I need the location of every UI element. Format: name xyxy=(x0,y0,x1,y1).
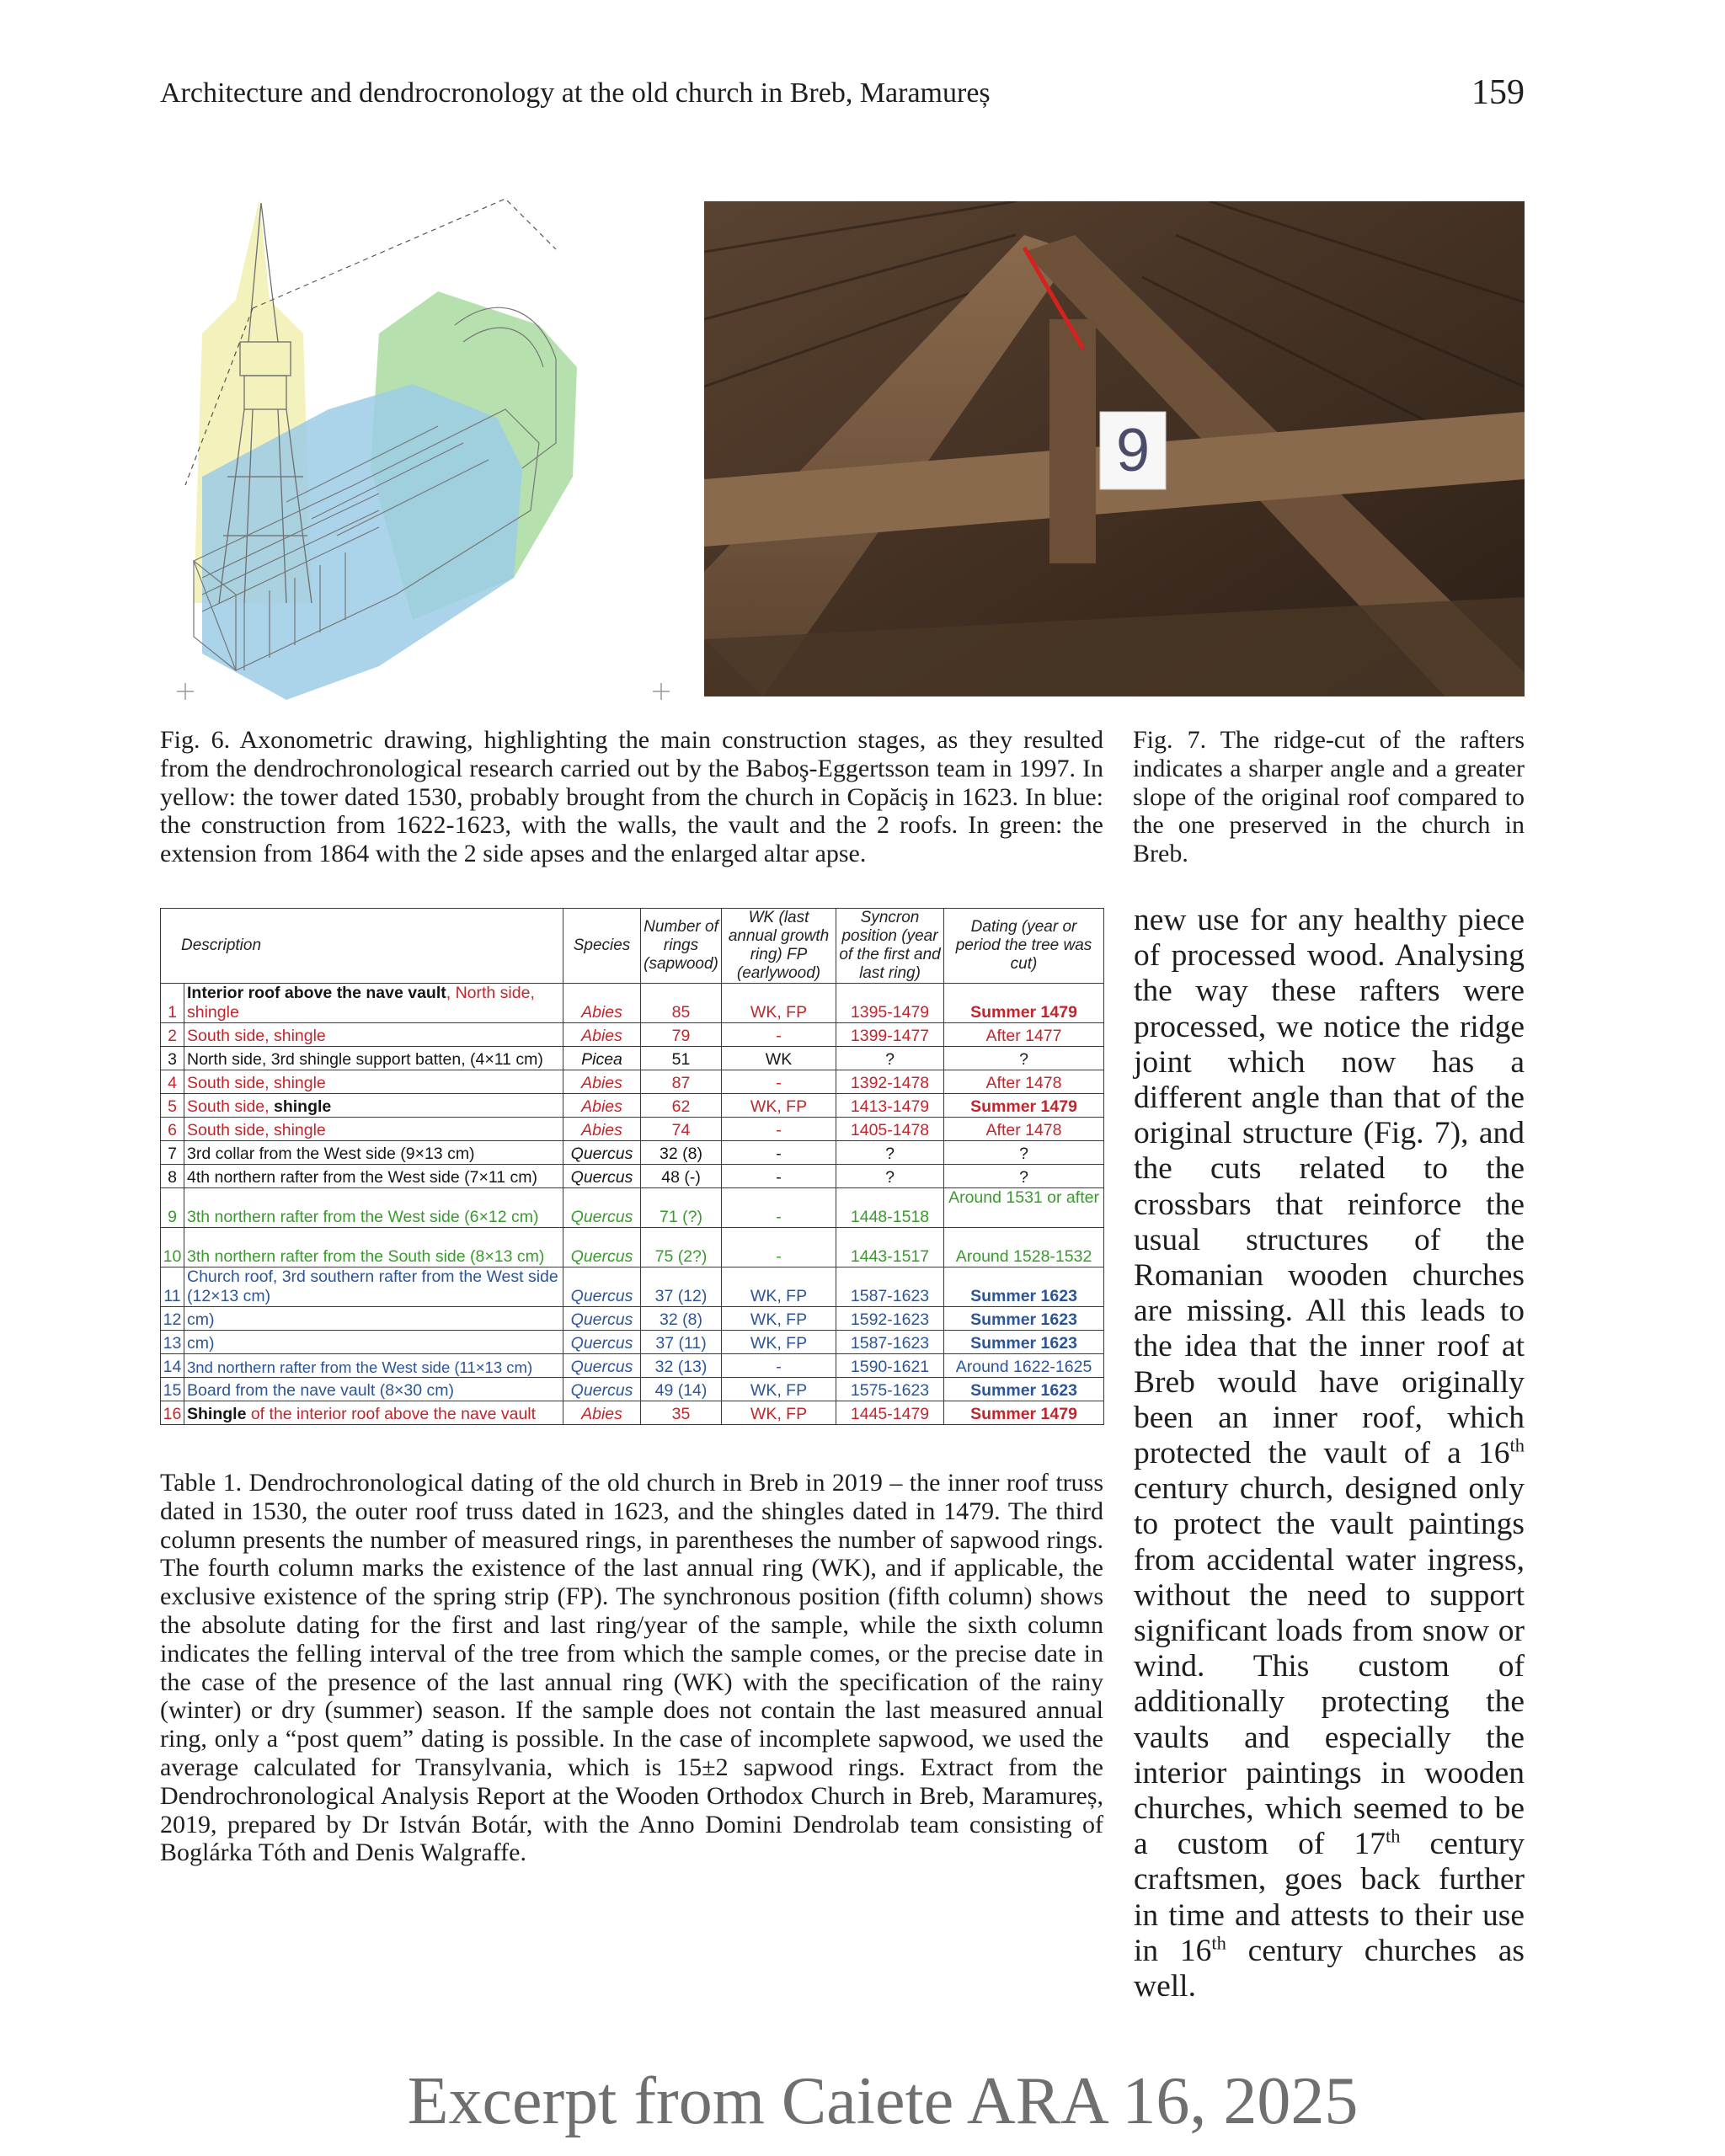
figure-7-caption: Fig. 7. The ridge-cut of the rafters indicates a sharper angle and a greater slope of the original roof compared to the one preserved in the church in Breb. xyxy=(1133,726,1525,868)
figure-7-rafter-photo xyxy=(704,201,1525,696)
king-post xyxy=(1049,319,1096,563)
table-row: 4 South side, shingle Abies 87 - 1392-1478 After 1478 xyxy=(161,1070,1104,1094)
rafter-photo-svg xyxy=(704,201,1525,696)
table-row: 13 cm) Quercus 37 (11) WK, FP 1587-1623 Summer 1623 xyxy=(161,1331,1104,1354)
figure-6-caption: Fig. 6. Axonometric drawing, highlighting the main construction stages, as they resulted from the dendrochronological research carried out by the Baboş-Eggertsson team in 1997. In yellow: the tower dated 1530, probably brought from the church in Copăciş in 1623. In blue: the construction from 1622-1623, with the walls, the vault and the 2 roofs. In green: the extension from 1864 with the 2 side apses and the enlarged altar apse. xyxy=(160,726,1103,868)
col-header-syncron: Syncron position (year of the first and last ring) xyxy=(836,909,944,984)
table-row: 1 Interior roof above the nave vault, North side, shingle Abies 85 WK, FP 1395-1479 Summer 1479 xyxy=(161,984,1104,1023)
table-row: 16 Shingle of the interior roof above the nave vault Abies 35 WK, FP 1445-1479 Summer 1479 xyxy=(161,1401,1104,1425)
axonometric-drawing-svg xyxy=(160,199,682,704)
page-number: 159 xyxy=(1471,73,1525,112)
figure-6-axonometric-drawing xyxy=(160,199,682,704)
table-row: 2 South side, shingle Abies 79 - 1399-1477 After 1477 xyxy=(161,1023,1104,1047)
body-paragraph-part: new use for any healthy piece of processed wood. Analysing the way these rafters were processed, we notice the ridge joint which now has a different angle than that of the original structure (Fig. 7), and the cuts related to the crossbars that reinforce the usual structures of the Romanian wooden churches are missing. All this leads to the idea that the inner roof at Breb would have originally been an inner roof, which protected the vault of a xyxy=(1134,903,1525,1471)
col-header-wk: WK (last annual growth ring) FP (earlywood) xyxy=(722,909,836,984)
table-row: 3 North side, 3rd shingle support batten, (4×11 cm) Picea 51 WK ? ? xyxy=(161,1047,1104,1070)
ordinal-16th: th xyxy=(1211,1932,1226,1954)
col-header-species: Species xyxy=(563,909,641,984)
ordinal-16th: th xyxy=(1509,1434,1525,1456)
body-paragraph-part: century church, designed only to protect the vault paintings from accidental water ingress, without the need to support significant loads from snow or wind. This custom of additionally protecting the vaults and especially the interior paintings in wooden churches, which seemed to be a custom of xyxy=(1134,1471,1525,1862)
table-header-row xyxy=(161,909,1104,984)
dendro-dating-table xyxy=(160,908,1104,1425)
table-row: 7 3rd collar from the West side (9×13 cm) Quercus 32 (8) - ? ? xyxy=(161,1141,1104,1165)
table-row: 5 South side, shingle Abies 62 WK, FP 1413-1479 Summer 1479 xyxy=(161,1094,1104,1118)
sample-number: 9 xyxy=(1115,417,1151,484)
table-row: 8 4th northern rafter from the West side (7×11 cm) Quercus 48 (-) - ? ? xyxy=(161,1165,1104,1188)
running-title: Architecture and dendrocronology at the old church in Breb, Maramureș xyxy=(160,77,991,109)
col-header-description: Description xyxy=(161,909,563,984)
running-header xyxy=(160,73,1525,115)
table-1-caption: Table 1. Dendrochronological dating of the old church in Breb in 2019 – the inner roof truss dated in 1530, the outer roof truss dated in 1623, and the shingles dated in 1479. The third column presents the number of measured rings, in parentheses the number of sapwood rings. The fourth column marks the existence of the last annual ring (WK), and if applicable, the exclusive existence of the spring strip (FP). The synchronous position (fifth column) shows the absolute dating for the first and last ring/year of the sample, while the sixth column indicates the felling interval of the tree from which the sample comes, or the precise date in the case of the presence of the last annual ring (WK) with the specification of the rainy (winter) or dry (summer) season. If the sample does not contain the last measured annual ring, only a “post quem” dating is possible. In the case of incomplete sapwood, we used the average calculated for Transylvania, which is 15±2 sapwood rings. Extract from the Dendrochronological Analysis Report at the Wooden Orthodox Church in Breb, Maramureș, 2019, prepared by Dr István Botár, with the Anno Domini Dendrolab team consisting of Boglárka Tóth and Denis Walgraffe. xyxy=(160,1469,1103,1867)
registration-marks xyxy=(177,683,670,700)
table-row: 9 3th northern rafter from the West side (6×12 cm) Quercus 71 (?) - 1448-1518 Around 1531 or after xyxy=(161,1188,1104,1228)
ordinal-17th: th xyxy=(1385,1825,1401,1847)
col-header-rings: Number of rings (sapwood) xyxy=(641,909,722,984)
table-row: 14 3nd northern rafter from the West side (11×13 cm) Quercus 32 (13) - 1590-1621 Around 1622-1625 xyxy=(161,1354,1104,1378)
body-paragraph-part: century craftsmen, goes back further in time and attests to their use in xyxy=(1134,1827,1525,1968)
table-row: 15 Board from the nave vault (8×30 cm) Quercus 49 (14) WK, FP 1575-1623 Summer 1623 xyxy=(161,1378,1104,1401)
body-paragraph-part: century churches as well. xyxy=(1134,1933,1525,2004)
table-row: 11 Church roof, 3rd southern rafter from the West side (12×13 cm) Quercus 37 (12) WK, FP 1587-1623 Summer 1623 xyxy=(161,1267,1104,1307)
table-row: 12 cm) Quercus 32 (8) WK, FP 1592-1623 Summer 1623 xyxy=(161,1307,1104,1331)
table-row: 6 South side, shingle Abies 74 - 1405-1478 After 1478 xyxy=(161,1118,1104,1141)
table-row: 10 3th northern rafter from the South side (8×13 cm) Quercus 75 (2?) - 1443-1517 Around 1528-1532 xyxy=(161,1228,1104,1267)
excerpt-footer: Excerpt from Caiete ARA 16, 2025 xyxy=(407,2064,1359,2138)
body-text-column: new use for any healthy piece of processed wood. Analysing the way these rafters were processed, we notice the ridge joint which now has a different angle than that of the original structure (Fig. 7), and the cuts related to the crossbars that reinforce the usual structures of the Romanian wooden churches are missing. All this leads to the idea that the inner roof at Breb would have originally been an inner roof, which protected the vault of a 16th century church, designed only to protect the vault paintings from accidental water ingress, without the need to support significant loads from snow or wind. This custom of additionally protecting the vaults and especially the interior paintings in wooden churches, which seemed to be a custom of 17th century craftsmen, goes back further in time and attests to their use in 16th century churches as well. xyxy=(1134,903,1525,2004)
col-header-dating: Dating (year or period the tree was cut) xyxy=(944,909,1104,984)
